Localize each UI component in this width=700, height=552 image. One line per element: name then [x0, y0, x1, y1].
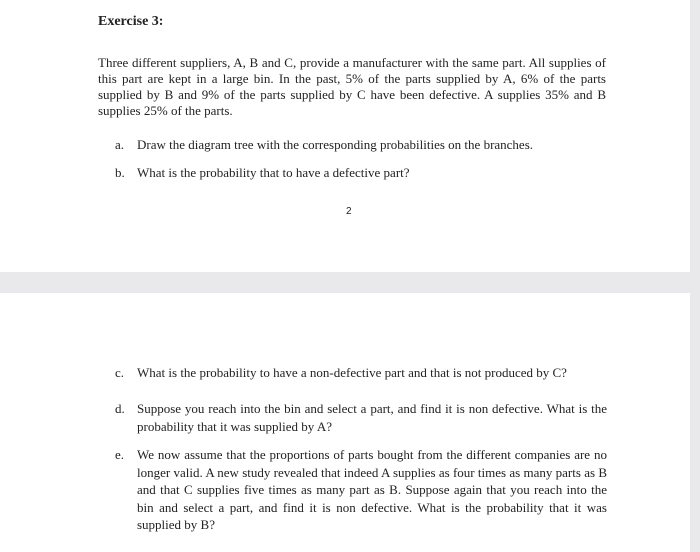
question-text: Draw the diagram tree with the corresponding probabilities on the branches. [137, 137, 534, 152]
exercise-heading: Exercise 3: [98, 14, 164, 29]
question-letter: b. [115, 165, 125, 180]
question-text: What is the probability to have a non-defective part and that is not produced by C? [137, 365, 567, 380]
question-text: Suppose you reach into the bin and select a part, and find it is non defective. What is the probability that it was supplied by A? [137, 401, 607, 434]
question-letter: c. [115, 365, 125, 380]
question-letter: d. [115, 401, 125, 416]
question-text: What is the probability that to have a defective part? [137, 165, 410, 180]
question-b [115, 164, 607, 182]
question-text: We now assume that the proportions of parts bought from the different companies are no longer valid. A new study revealed that indeed A supplies as four times as many parts as B and that C supplies five times as many part as B. Suppose again that you reach into the bin and select a part, and find it is non defective. What is the probability that it was supplied by B? [137, 447, 607, 532]
question-e [115, 446, 607, 534]
question-a [115, 136, 607, 154]
exercise-intro-paragraph: Three different suppliers, A, B and C, provide a manufacturer with the same part. All supplies of this part are kept in a large bin. In the past, 5% of the parts supplied by A, 6% of the parts supplied by B and 9% of the parts supplied by C have been defective. A supplies 35% and B supplies 25% of the parts. [98, 55, 606, 118]
question-letter: e. [115, 447, 125, 462]
question-c [115, 364, 607, 382]
page-number: 2 [346, 206, 352, 217]
document-page-2 [0, 293, 690, 552]
question-d [115, 400, 607, 435]
document-page-1 [0, 0, 690, 272]
question-letter: a. [115, 137, 125, 152]
